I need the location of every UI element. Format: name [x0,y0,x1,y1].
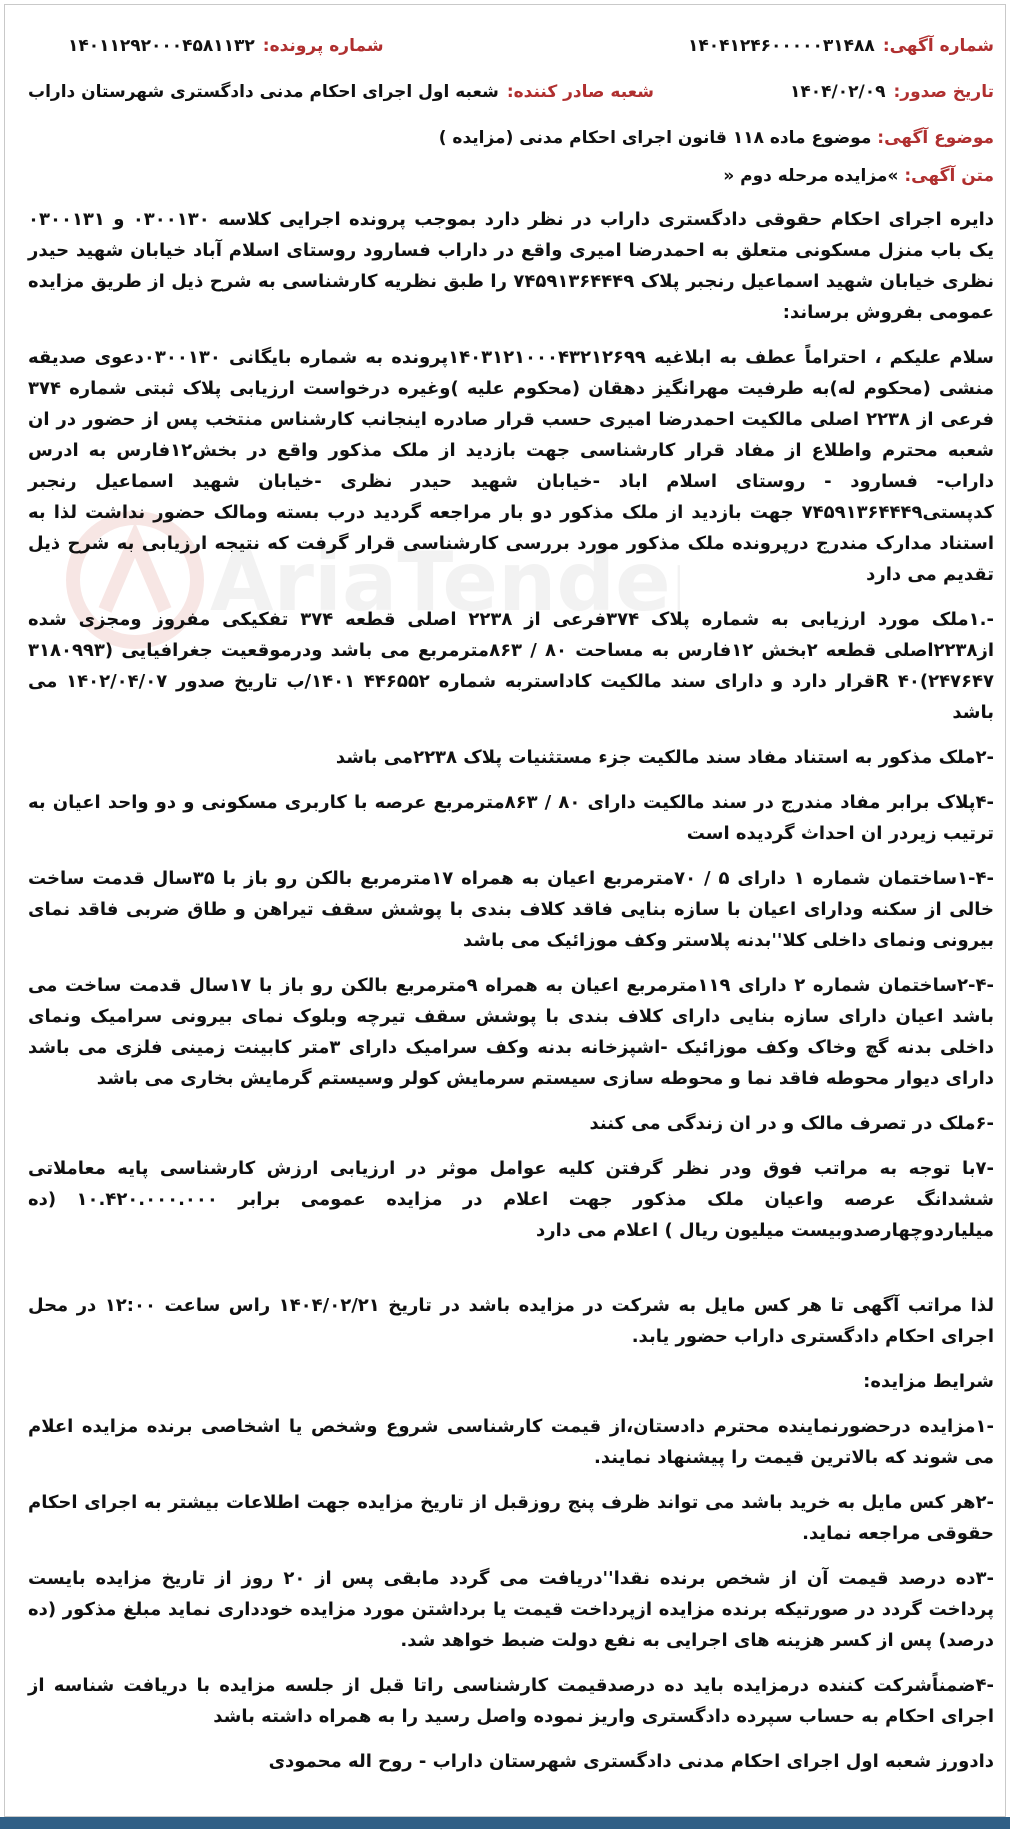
notice-number-label: شماره آگهی: [882,36,994,56]
paragraph: -۱-۴ساختمان شماره ۱ دارای ۵ / ۷۰مترمربع اعیان به همراه ۱۷مترمربع بالکن رو باز با ۳۵سال قدمت ساخت خالی از سکنه ودارای اعیان با سازه بنایی فاقد کلاف بندی با پوشش سقف تیراهن و طاق ضربی فاقد نمای بیرونی ونمای داخلی کلا''بدنه پلاستر وکف موزائیک می باشد [28,868,994,951]
subject-line [28,128,994,148]
paragraph: -۶ملک در تصرف مالک و در ان زندگی می کنند [589,1113,994,1134]
announcement: لذا مراتب آگهی تا هر کس مایل به شرکت در مزایده باشد در تاریخ ۱۴۰۴/۰۲/۲۱ راس ساعت ۱۲:۰۰ در محل اجرای احکام دادگستری داراب حضور یابد. [28,1295,994,1347]
notice-number [688,36,994,56]
paragraph: دایره اجرای احکام حقوقی دادگستری داراب در نظر دارد بموجب پرونده اجرایی کلاسه ۰۳۰۰۱۳۰ و ۰۳۰۰۱۳۱ یک باب منزل مسکونی متعلق به احمدرضا امیری واقع در داراب فسارود روستای اسلام آباد خیابان شهید حیدر نظری خیابان شهید اسماعیل رنجبر پلاک ۷۴۵۹۱۳۶۴۴۴۹ را طبق نظریه کارشناسی به شرح ذیل از طریق مزایده عمومی بفروش برساند: [28,209,994,323]
subject-value: موضوع ماده ۱۱۸ قانون اجرای احکام مدنی (مزایده ) [438,128,872,148]
notice-number-value: ۱۴۰۴۱۲۴۶۰۰۰۰۰۳۱۴۸۸ [688,36,875,56]
condition-item: -۴ضمناًشرکت کننده درمزایده باید ده درصدقیمت کارشناسی راتا قبل از جلسه مزایده با دریافت شناسه از اجرای احکام به حساب سپرده دادگستری واریز نموده واصل رسید را به همراه داشته باشد [28,1675,994,1727]
case-number [68,36,384,56]
notice-body [28,204,994,1777]
notice-text-label: متن آگهی: [904,166,994,186]
notice-text-line [28,166,994,186]
case-number-label: شماره پرونده: [262,36,384,56]
bottom-bar [0,1817,1010,1829]
issuer [28,82,654,102]
watermark-text: AriaTende [210,535,671,630]
paragraph: -۲ملک مذکور به استناد مفاد سند مالکیت جزء مستثنیات پلاک ۲۲۳۸می باشد [335,747,994,768]
issuer-value: شعبه اول اجرای احکام مدنی دادگستری شهرستان داراب [28,82,499,102]
conditions-title: شرایط مزایده: [863,1371,994,1392]
header-row-2 [28,82,994,102]
paragraph: -.۱ملک مورد ارزیابی به شماره پلاک ۳۷۴فرعی از ۲۲۳۸ اصلی قطعه ۳۷۴ تفکیکی مفروز ومجزی شده از۲۲۳۸اصلی قطعه ۲بخش ۱۲فارس به مساحت ۸۰ / ۸۶۳مترمربع می باشد ودرموقعیت جغرافیایی (۳۱۸۰۹۹۳ ۲۴۷۶۴۷)R ۴۰قرار دارد و دارای سند مالکیت کاداستربه شماره ۴۴۶۵۵۲ ۱۴۰۱/ب تاریخ صدور ۱۴۰۲/۰۴/۰۷ می باشد [28,609,995,723]
case-number-value: ۱۴۰۱۱۲۹۲۰۰۰۴۵۸۱۱۳۲ [68,36,255,56]
paragraph: سلام علیکم ، احتراماً عطف به ابلاغیه ۱۴۰۳۱۲۱۰۰۰۴۳۲۱۲۶۹۹پرونده به شماره بایگانی ۰۳۰۰۱۳۰دعوی صدیقه منشی (محکوم له)به طرفیت مهرانگیز دهقان (محکوم علیه )وغیره درخواست ارزیابی پلاک ثبتی شماره ۳۷۴ فرعی از ۲۲۳۸ اصلی مالکیت احمدرضا امیری حسب قرار صادره اینجانب کارشناس منتخب پس از حضور در ان شعبه محترم واطلاع از مفاد قرار کارشناسی جهت بازدید از ملک مذکور واقع در بخش۱۲فارس به ادرس داراب- فسارود - روستای اسلام اباد -خیابان شهید حیدر نظری -خیابان شهید اسماعیل رنجبر کدپستی۷۴۵۹۱۳۶۴۴۴۹ جهت بازدید از ملک مذکور دو بار مراجعه گردید درب بسته ومالک حضور نداشت لذا به استناد مدارک مندرج درپرونده ملک مذکور مورد بررسی کارشناسی قرار گرفت که نتیجه ارزیابی به شرح ذیل تقدیم می دارد [28,347,994,585]
subject-label: موضوع آگهی: [877,128,994,148]
paragraph: -۲-۴ساختمان شماره ۲ دارای ۱۱۹مترمربع اعیان به همراه ۹مترمربع بالکن رو باز با ۱۷سال قدمت ساخت می باشد اعیان دارای سازه بنایی دارای کلاف بندی با پوشش سقف تیرچه وبلوک نمای بیرونی سرامیک ونمای داخلی بدنه گچ وخاک وکف موزائیک -اشپزخانه بدنه وکف سرامیک دارای ۳متر کابینت زمینی فلزی می باشد دارای دیوار محوطه فاقد نما و محوطه سازی سیستم سرمایش کولر وسیستم گرمایش بخاری می باشد [28,975,994,1089]
spacer [28,1260,994,1290]
paragraph: -۷با توجه به مراتب فوق ودر نظر گرفتن کلیه عوامل موثر در ارزیابی ارزش کارشناسی پایه معاملاتی ششدانگ عرصه واعیان ملک مذکور جهت اعلام در مزایده عمومی برابر ۱۰.۴۲۰.۰۰۰.۰۰۰ (ده میلیاردوچهارصدوبیست میلیون ریال ) اعلام می دارد [28,1158,994,1241]
notice-text-value: »مزایده مرحله دوم « [723,166,899,186]
condition-item: -۱مزایده درحضورنماینده محترم دادستان،از قیمت کارشناسی شروع وشخص یا اشخاصی برنده مزایده اعلام می شوند که بالاترین قیمت را پیشنهاد نمایند. [28,1416,994,1468]
notice-document [28,36,994,1791]
issue-date-value: ۱۴۰۴/۰۲/۰۹ [790,82,886,102]
header-row-1 [28,36,994,56]
issuer-label: شعبه صادر کننده: [506,82,654,102]
issue-date-label: تاریخ صدور: [893,82,994,102]
paragraph: -۴پلاک برابر مفاد مندرج در سند مالکیت دارای ۸۰ / ۸۶۳مترمربع عرصه با کاربری مسکونی و دو واحد اعیان به ترتیب زیردر ان احداث گردیده است [28,792,995,844]
condition-item: -۲هر کس مایل به خرید باشد می تواند ظرف پنج روزقبل از تاریخ مزایده جهت اطلاعات بیشتر به اجرای احکام حقوقی مراجعه نماید. [28,1492,994,1544]
signature: دادورز شعبه اول اجرای احکام مدنی دادگستری شهرستان داراب - روح اله محمودی [268,1751,994,1772]
condition-item: -۳ده درصد قیمت آن از شخص برنده نقدا''دریافت می گردد مابقی پس از ۲۰ روز از تاریخ مزایده بایست پرداخت گردد در صورتیکه برنده مزایده ازپرداخت قیمت یا برداشتن مورد مزایده خودداری نماید مبلغ مذکور (ده درصد) پس از کسر هزینه های اجرایی به نفع دولت ضبط خواهد شد. [28,1568,994,1651]
issue-date [790,82,994,102]
